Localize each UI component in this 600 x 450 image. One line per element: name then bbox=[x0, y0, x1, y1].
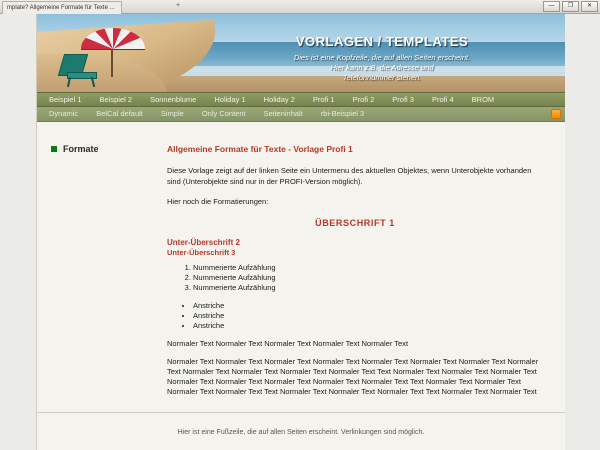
page-viewport bbox=[0, 14, 600, 450]
site-container bbox=[36, 14, 564, 450]
page-footer bbox=[37, 413, 565, 450]
minimize-button[interactable]: — bbox=[543, 1, 560, 12]
banner-subtitle-line-2: Hier kann z.B. die Adresse und bbox=[330, 63, 434, 72]
nav-item-beispiel-1[interactable]: Beispiel 1 bbox=[49, 94, 82, 104]
nav-item-profi-3[interactable]: Profi 3 bbox=[392, 94, 414, 104]
formats-lead-paragraph: Hier noch die Formatierungen: bbox=[167, 197, 269, 206]
banner-title: VORLAGEN / TEMPLATES bbox=[295, 34, 469, 49]
browser-tab-bar bbox=[0, 0, 600, 14]
umbrella-pole-icon bbox=[111, 49, 113, 77]
list-item: 3. Nummerierte Aufzählung bbox=[193, 283, 543, 293]
subnav-item-dynamic[interactable]: Dynamic bbox=[49, 109, 79, 118]
list-item: • Anstriche bbox=[193, 311, 543, 321]
maximize-button[interactable]: ❐ bbox=[562, 1, 579, 12]
sidebar-item-label: Formate bbox=[63, 144, 99, 154]
list-item: 2. Nummerierte Aufzählung bbox=[193, 273, 543, 283]
secondary-navigation bbox=[37, 107, 565, 122]
nav-item-profi-2[interactable]: Profi 2 bbox=[352, 94, 375, 104]
rss-feed-icon[interactable] bbox=[551, 109, 561, 119]
heading-level-1: ÜBERSCHRIFT 1 bbox=[315, 217, 395, 228]
footer-text: Hier ist eine Fußzeile, die auf allen Seiten erscheint. Verlinkungen sind möglich. bbox=[177, 428, 425, 436]
banner-subtitle bbox=[217, 53, 547, 83]
subnav-item-simple[interactable]: Simple bbox=[160, 109, 184, 118]
page-title: Allgemeine Formate für Texte - Vorlage Profi 1 bbox=[167, 144, 353, 154]
banner-text-block bbox=[217, 34, 547, 83]
banner-subtitle-line-1: Dies ist eine Kopfzeile, die auf allen Seiten erscheint. bbox=[293, 53, 471, 62]
nav-item-brom[interactable]: BROM bbox=[471, 94, 495, 104]
nav-item-holiday-2[interactable]: Holiday 2 bbox=[263, 94, 295, 104]
browser-tab[interactable]: mplate? Allgemeine Formate für Texte ... bbox=[2, 1, 122, 14]
intro-paragraph: Diese Vorlage zeigt auf der linken Seite ein Untermenu des aktuellen Objektes, wenn Unterobjekte vorhanden sind (Unterobjekte sind nur in der PROFI-Version möglich). bbox=[167, 166, 532, 186]
new-tab-button[interactable]: + bbox=[176, 2, 181, 9]
list-item: • Anstriche bbox=[193, 321, 543, 331]
subnav-item-seiteninhalt[interactable]: Seiteninhalt bbox=[263, 109, 303, 118]
body-text-block-2: Normaler Text Normaler Text Normaler Text Normaler Text Normaler Text Normaler Text Normaler Text Normaler Text Normaler Text Normaler Text Normaler Text Normaler Text Text Normaler Text Normaler Text Normaler Text Normaler Text Normaler Text Normaler Text Normaler Text Normaler Text Text Normaler Text Normaler Text Normaler Text Normaler Text Text Normaler Text Normaler Text Normaler Text Text Normaler Text Normaler Text bbox=[167, 357, 539, 396]
content-area bbox=[157, 122, 565, 412]
nav-item-sonnenblume[interactable]: Sonnenblume bbox=[150, 94, 197, 104]
heading-level-2: Unter-Überschrift 2 bbox=[167, 237, 240, 247]
primary-navigation bbox=[37, 92, 565, 107]
list-item: • Anstriche bbox=[193, 301, 543, 311]
subnav-item-belcal-default[interactable]: BelCal default bbox=[96, 109, 143, 118]
nav-item-holiday-1[interactable]: Holiday 1 bbox=[214, 94, 246, 104]
ordered-list bbox=[167, 263, 543, 293]
window-controls bbox=[543, 1, 598, 12]
subnav-item-only-content[interactable]: Only Content bbox=[201, 109, 246, 118]
list-item: 1. Nummerierte Aufzählung bbox=[193, 263, 543, 273]
square-bullet-icon bbox=[51, 146, 57, 152]
header-banner bbox=[37, 14, 565, 92]
bullet-list bbox=[167, 301, 543, 331]
sidebar-item-formate[interactable] bbox=[51, 144, 157, 154]
close-button[interactable]: ✕ bbox=[581, 1, 598, 12]
sidebar bbox=[37, 122, 157, 412]
nav-item-beispiel-2[interactable]: Beispiel 2 bbox=[99, 94, 133, 104]
nav-item-profi-4[interactable]: Profi 4 bbox=[431, 94, 454, 104]
heading-level-3: Unter-Überschrift 3 bbox=[167, 247, 236, 257]
main-body bbox=[37, 122, 565, 412]
banner-subtitle-line-3: Telefonnummer stehen. bbox=[342, 73, 422, 82]
nav-item-profi-1[interactable]: Profi 1 bbox=[312, 94, 335, 104]
body-text-block-1: Normaler Text Normaler Text Normaler Text Normaler Text Normaler Text bbox=[167, 338, 409, 348]
subnav-item-rbi-beispiel-3[interactable]: rbi-Beispiel 3 bbox=[320, 109, 365, 118]
